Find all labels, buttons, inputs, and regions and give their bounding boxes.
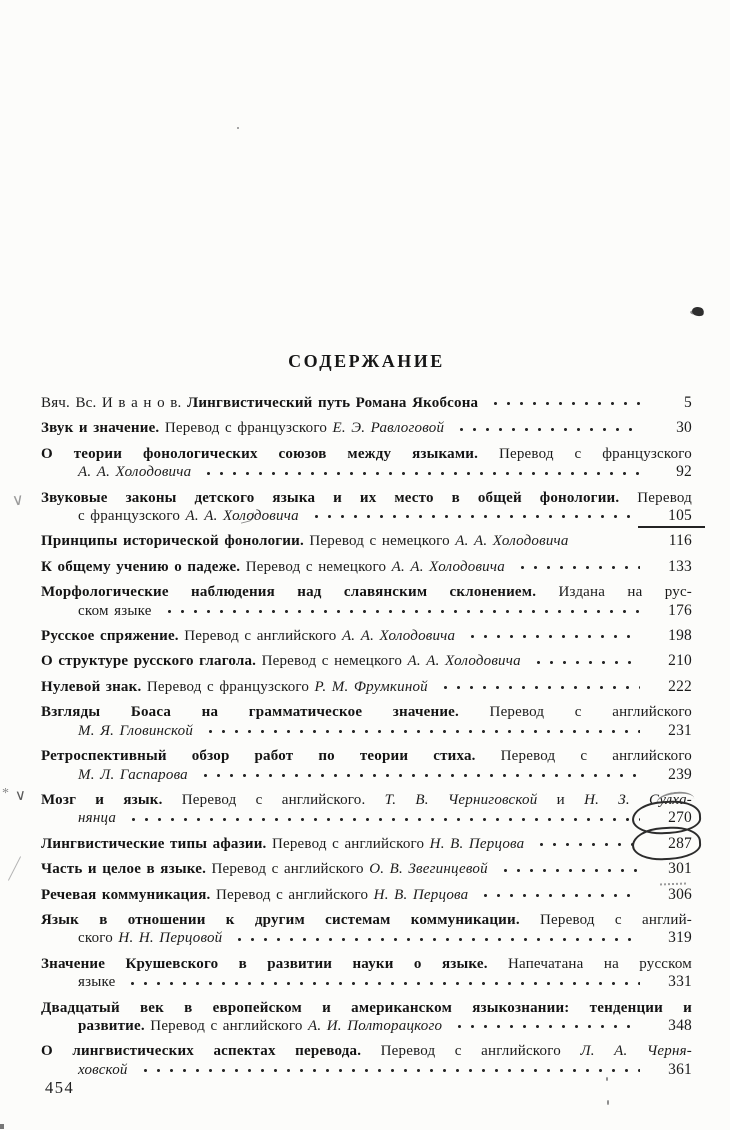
toc-entry [41, 445, 692, 482]
toc-entry [41, 532, 692, 550]
folio-page-number: 454 [45, 1078, 75, 1097]
toc-text-segment: А. А. Холодовича [341, 628, 456, 645]
toc-line [41, 507, 692, 525]
toc-line [41, 394, 692, 412]
toc-line [41, 419, 692, 437]
toc-line [41, 955, 692, 973]
toc-line [41, 627, 692, 645]
toc-text-segment: Звуковые законы детского языка и их место в общей фонологии. [41, 489, 638, 506]
underlined-annotation [638, 526, 705, 528]
toc-text-segment: Ретроспективный обзор работ по теории стиха. [41, 748, 501, 765]
toc-text-segment: Взгляды Боаса на грамматическое значение. [41, 704, 490, 721]
ink-blot [691, 306, 705, 318]
toc-text-segment: О теории фонологических союзов между языками. [41, 445, 499, 462]
toc-text-segment: М. Л. Гаспарова [78, 766, 188, 783]
toc-line-text [78, 929, 222, 947]
toc-text-segment: А. А. Холодовича [455, 533, 569, 550]
scan-speck [607, 1100, 609, 1105]
toc-text-segment: А. И. Полторацкого [308, 1017, 443, 1034]
toc-text-segment: Перевод с английского [150, 1017, 309, 1034]
dot-leader [477, 891, 640, 904]
pencil-check-icon: ∨ [11, 489, 25, 510]
toc-line [41, 583, 692, 601]
toc-line [41, 835, 692, 853]
page-number: 210 [668, 652, 692, 670]
toc-entry [41, 627, 692, 645]
toc-entry [41, 1042, 692, 1079]
dot-leader [437, 683, 640, 696]
dot-leader [487, 399, 640, 412]
toc-line-text [78, 766, 188, 784]
page-number: 319 [668, 929, 692, 947]
toc-text-segment: Перевод с французского [164, 420, 333, 437]
toc-text-segment: Н. В. Перцова [429, 835, 525, 852]
dot-leader [497, 866, 640, 879]
page-number: 5 [684, 394, 692, 411]
page-number: 231 [668, 721, 692, 739]
toc-line [41, 463, 692, 481]
toc-line [41, 558, 692, 576]
toc-line [41, 678, 692, 696]
dot-leader [202, 727, 640, 740]
toc-text-segment: Речевая коммуникация. [41, 886, 216, 903]
dot-leader [514, 563, 640, 576]
page-number: 222 [668, 677, 692, 695]
page-number: 306 [668, 885, 692, 903]
page-number: 270 [646, 809, 692, 827]
page-number: 348 [668, 1016, 692, 1034]
toc-text-segment: с французского [78, 508, 186, 525]
toc-line-text [41, 394, 478, 412]
toc-text-segment: Двадцатый век в европейском и американском языкознании: тенденции и [41, 999, 692, 1016]
toc-entry [41, 791, 692, 828]
dot-leader [451, 1022, 640, 1035]
toc-entry [41, 860, 692, 878]
dot-leader [464, 632, 640, 645]
page-title: СОДЕРЖАНИЕ [288, 351, 445, 371]
toc-text-segment: А. А. Холодовича [391, 558, 505, 575]
toc-line-text [78, 1017, 442, 1035]
toc-text-segment: Перевод с немецкого [261, 653, 408, 670]
toc-text-segment: Перевод с английского [380, 1043, 581, 1060]
toc-text-segment: Н. З. Сулха- [584, 791, 692, 808]
pencil-asterisk-icon: * [2, 786, 9, 801]
scan-speck [237, 127, 239, 129]
dot-leader [453, 425, 640, 438]
toc-text-segment: и [537, 791, 585, 808]
toc-line [41, 911, 692, 929]
toc-text-segment: нянца [78, 810, 117, 827]
toc-line [41, 1061, 692, 1079]
toc-line [41, 999, 692, 1017]
pencil-check-icon: ∨ [14, 785, 27, 805]
toc-line [41, 809, 692, 827]
toc-text-segment: Лингвистический путь Романа Якобсона [186, 395, 479, 411]
toc-text-segment: О структуре русского глагола. [41, 653, 262, 670]
toc-text-segment: Перевод с английского [500, 748, 693, 765]
toc-text-segment: Перевод с английского [184, 628, 342, 645]
dot-leader [161, 607, 640, 620]
toc-line-text [41, 532, 569, 550]
page-number: 301 [646, 860, 692, 878]
page-number: 133 [668, 557, 692, 575]
toc-text-segment: Перевод с немецкого [309, 533, 456, 550]
page-number: 92 [676, 463, 692, 481]
toc-text-segment: Перевод с англий- [540, 911, 692, 928]
toc-line-text [78, 507, 299, 525]
toc-line-text [41, 835, 524, 853]
toc-text-segment: Перевод с английского. [181, 791, 385, 808]
toc-line-text [78, 722, 193, 740]
toc-line [41, 766, 692, 784]
table-of-contents [41, 352, 692, 1086]
toc-line-text [41, 558, 505, 576]
toc-text-segment: А. А. Холодовича [78, 464, 192, 481]
dot-leader [124, 979, 640, 992]
toc-line-text [78, 463, 191, 481]
dot-leader [231, 935, 640, 948]
toc-entry [41, 583, 692, 620]
toc-entry [41, 652, 692, 670]
toc-text-segment: Русское спряжение. [41, 628, 185, 645]
toc-text-segment: Лингвистические типы афазии. [41, 835, 272, 852]
toc-text-segment: развитие. [78, 1017, 151, 1034]
page-number: 30 [676, 419, 692, 437]
toc-line-text [78, 809, 116, 827]
toc-line-text [41, 678, 428, 696]
dot-leader [308, 512, 640, 525]
toc-entries [41, 394, 692, 1079]
dot-leader [197, 771, 640, 784]
page-number: 198 [668, 627, 692, 645]
pencil-stroke-mark [8, 856, 21, 881]
dot-leader [533, 840, 640, 853]
toc-text-segment: Перевод с немецкого [245, 558, 392, 575]
scan-speck [0, 1124, 4, 1129]
toc-entry [41, 394, 692, 412]
toc-entry [41, 489, 692, 526]
dot-leader [125, 815, 640, 828]
toc-text-segment: Н. Н. Перцовой [118, 930, 223, 947]
page-number: 331 [668, 973, 692, 991]
toc-entry [41, 999, 692, 1036]
toc-text-segment: Морфологические наблюдения над славянским склонением. [41, 584, 559, 601]
toc-line-text [41, 627, 455, 645]
toc-text-segment: Т. В. Черниговской [384, 791, 538, 808]
toc-entry [41, 886, 692, 904]
toc-text-segment: ского [78, 930, 119, 947]
toc-text-segment: Перевод с французского [146, 678, 315, 695]
toc-text-segment: Нулевой знак. [41, 678, 147, 695]
toc-text-segment: Значение Крушевского в развитии науки о языке. [41, 955, 509, 972]
toc-line [41, 652, 692, 670]
page-number: 239 [668, 765, 692, 783]
toc-text-segment: Звук и значение. [41, 420, 165, 437]
toc-line [41, 886, 692, 904]
toc-line-text [78, 1061, 128, 1079]
toc-text-segment: Е. Э. Равлоговой [332, 420, 445, 437]
toc-line [41, 973, 692, 991]
toc-text-segment: Издана на рус- [558, 584, 692, 601]
toc-entry [41, 703, 692, 740]
toc-line [41, 722, 692, 740]
toc-line-text [78, 602, 152, 620]
toc-line [41, 703, 692, 721]
page-number: 116 [668, 532, 692, 550]
toc-line-text [41, 419, 444, 437]
toc-line [41, 929, 692, 947]
page-number: 361 [668, 1060, 692, 1078]
toc-text-segment: языке [78, 974, 116, 991]
toc-line [41, 747, 692, 765]
toc-text-segment: Перевод [637, 489, 692, 506]
toc-text-segment: ском языке [78, 602, 152, 619]
toc-text-segment: О лингвистических аспектах перевода. [41, 1043, 381, 1060]
toc-text-segment: Перевод с английского [489, 704, 693, 721]
toc-text-segment: Н. В. Перцова [373, 886, 469, 903]
toc-text-segment: Л. А. Черня- [580, 1043, 692, 1060]
toc-line [41, 1042, 692, 1060]
toc-text-segment: Мозг и язык. [41, 791, 182, 808]
page-number: 176 [668, 601, 692, 619]
toc-entry [41, 678, 692, 696]
toc-text-segment: М. Я. Гловинской [78, 722, 194, 739]
dot-leader [578, 538, 640, 551]
toc-entry [41, 835, 692, 853]
toc-text-segment: Вяч. Вс. И в а н о в. [41, 395, 187, 411]
toc-line [41, 445, 692, 463]
toc-line-text [41, 652, 521, 670]
toc-entry [41, 558, 692, 576]
page-number: 287 [646, 835, 692, 853]
toc-line [41, 602, 692, 620]
toc-entry [41, 747, 692, 784]
toc-text-segment: А. А. Холодовича [185, 508, 299, 525]
toc-text-segment: Часть и целое в языке. [41, 861, 212, 878]
toc-line [41, 1017, 692, 1035]
toc-entry [41, 419, 692, 437]
toc-text-segment: ховской [78, 1061, 128, 1078]
toc-text-segment: Напечатана на русском [508, 955, 692, 972]
dot-leader [200, 469, 640, 482]
toc-entry [41, 911, 692, 948]
toc-entry [41, 955, 692, 992]
toc-text-segment: А. А. Холодовича [407, 653, 521, 670]
toc-text-segment: О. В. Звегинцевой [369, 861, 488, 878]
toc-text-segment: Перевод с французского [498, 445, 692, 462]
toc-line [41, 791, 692, 809]
toc-text-segment: Язык в отношении к другим системам коммуникации. [41, 911, 540, 928]
toc-line [41, 860, 692, 878]
toc-text-segment: Принципы исторической фонологии. [41, 533, 310, 550]
toc-line [41, 532, 692, 550]
toc-text-segment: Перевод с английского [271, 835, 430, 852]
toc-line-text [78, 973, 115, 991]
dot-leader [137, 1066, 640, 1079]
toc-line-text [41, 860, 488, 878]
dot-leader [530, 658, 640, 671]
toc-text-segment: Р. М. Фрумкиной [314, 678, 428, 695]
toc-text-segment: Перевод с английского [211, 861, 370, 878]
page-number: 105 [646, 507, 692, 525]
toc-line-text [41, 886, 468, 904]
toc-line [41, 489, 692, 507]
toc-text-segment: К общему учению о падеже. [41, 558, 246, 575]
toc-text-segment: Перевод с английского [215, 886, 374, 903]
